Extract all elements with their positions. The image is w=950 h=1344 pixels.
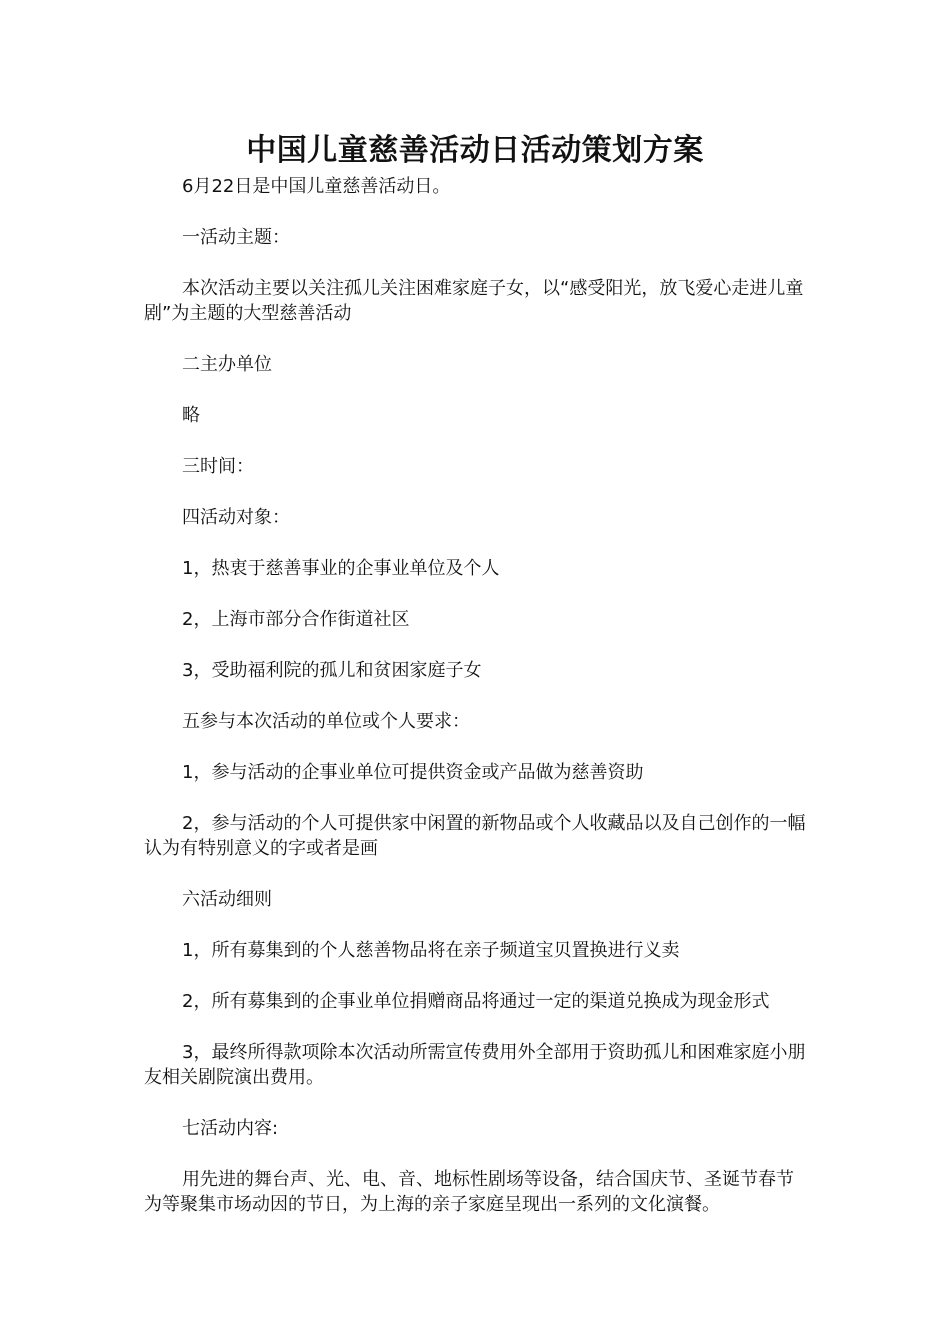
paragraph-theme: 本次活动主要以关注孤儿关注困难家庭子女，以“感受阳光，放飞爱心走进儿童剧”为主题的大型慈善活动 [144, 278, 804, 324]
list-item: 2，上海市部分合作街道社区 [182, 609, 410, 630]
document-body [144, 174, 810, 1217]
heading-rules: 六活动细则 [182, 889, 272, 910]
list-item: 2，参与活动的个人可提供家中闲置的新物品或个人收藏品以及自己创作的一幅认为有特别意义的字或者是画 [144, 813, 806, 859]
list-item: 1，热衷于慈善事业的企事业单位及个人 [182, 558, 500, 579]
list-item: 3，最终所得款项除本次活动所需宣传费用外全部用于资助孤儿和困难家庭小朋友相关剧院演出费用。 [144, 1042, 806, 1088]
list-item: 1，参与活动的企事业单位可提供资金或产品做为慈善资助 [182, 762, 644, 783]
list-item: 1，所有募集到的个人慈善物品将在亲子频道宝贝置换进行义卖 [182, 940, 680, 961]
list-item: 3，受助福利院的孤儿和贫困家庭子女 [182, 660, 482, 681]
heading-requirements: 五参与本次活动的单位或个人要求： [182, 711, 470, 732]
heading-time: 三时间： [182, 456, 254, 477]
heading-theme: 一活动主题： [182, 227, 290, 248]
heading-organizer: 二主办单位 [182, 354, 272, 375]
paragraph-content: 用先进的舞台声、光、电、音、地标性剧场等设备，结合国庆节、圣诞节春节为等聚集市场动因的节日，为上海的亲子家庭呈现出一系列的文化演餐。 [144, 1169, 794, 1215]
paragraph-organizer: 略 [182, 405, 200, 426]
document-title: 中国儿童慈善活动日活动策划方案 [246, 133, 704, 168]
heading-participants: 四活动对象： [182, 507, 290, 528]
heading-content: 七活动内容: [182, 1118, 279, 1139]
list-item: 2，所有募集到的企事业单位捐赠商品将通过一定的渠道兑换成为现金形式 [182, 991, 770, 1012]
paragraph-date: 6月22日是中国儿童慈善活动日。 [182, 176, 451, 197]
